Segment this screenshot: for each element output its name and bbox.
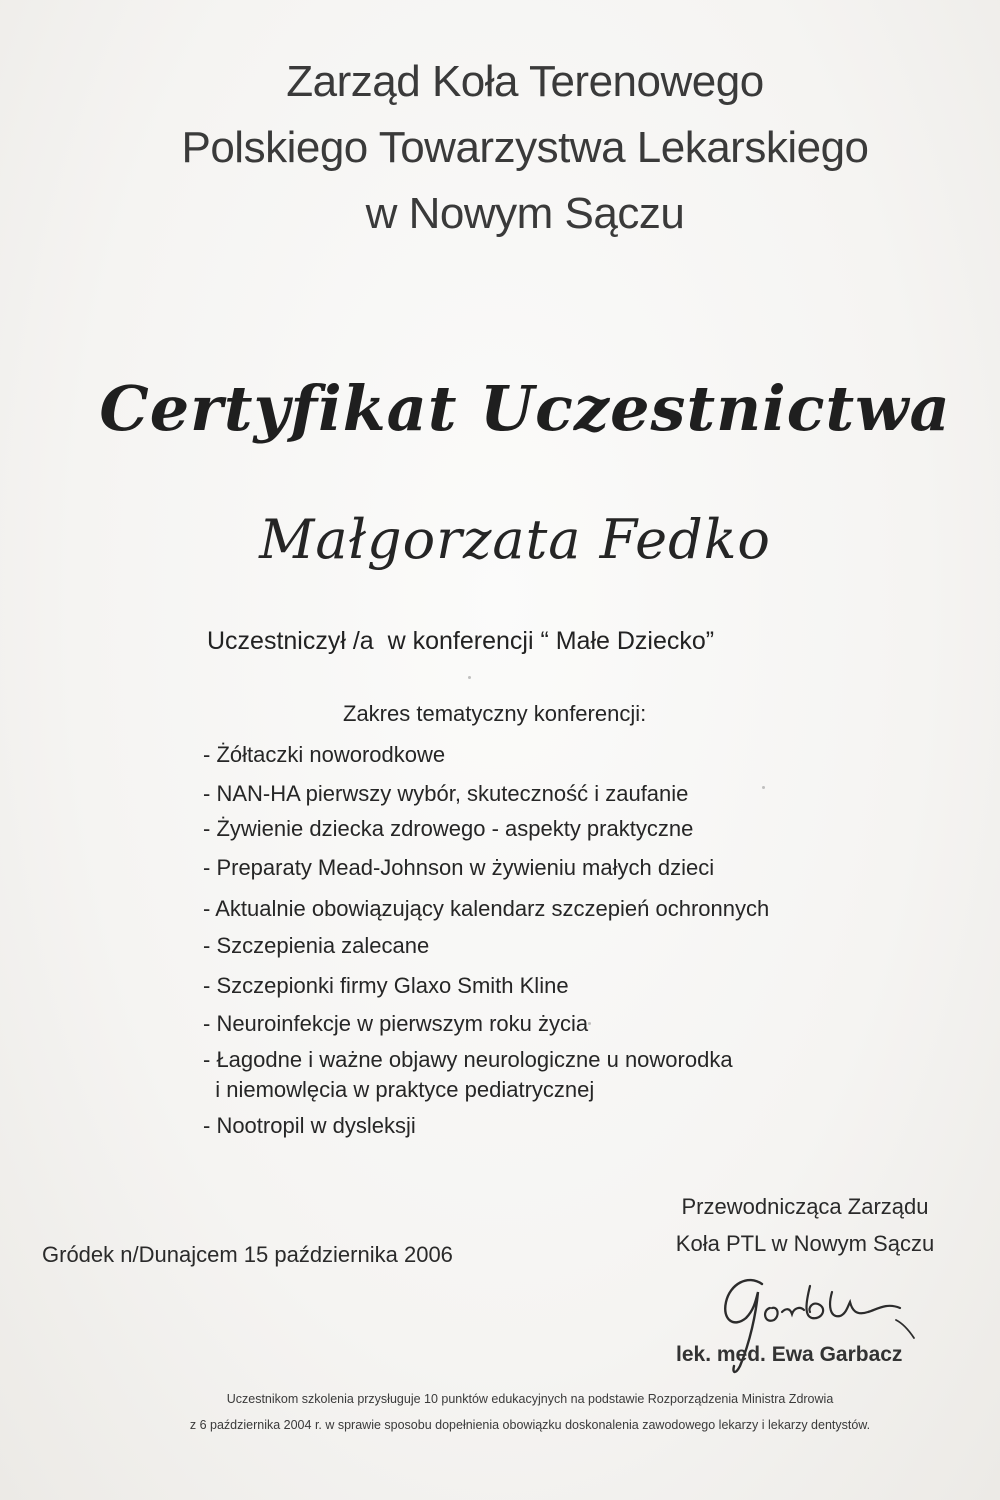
organization-name-line-1: Zarząd Koła Terenowego <box>286 57 764 106</box>
paper-speck <box>588 1022 591 1025</box>
organization-name-line-3: w Nowym Sączu <box>365 189 685 238</box>
participation-statement: Uczestniczył /a w konferencji “ Małe Dziecko” <box>207 627 715 655</box>
topic-item: - Żółtaczki noworodkowe <box>203 742 446 767</box>
topic-item-continuation: i niemowlęcia w praktyce pediatrycznej <box>203 1077 595 1102</box>
topics-heading: Zakres tematyczny konferencji: <box>343 701 647 726</box>
topic-item: - Żywienie dziecka zdrowego - aspekty praktyczne <box>203 816 694 841</box>
chair-title-line-2: Koła PTL w Nowym Sączu <box>675 1231 935 1256</box>
signer-name: lek. med. Ewa Garbacz <box>676 1343 903 1366</box>
organization-name-line-2: Polskiego Towarzystwa Lekarskiego <box>181 123 869 172</box>
topic-item: - NAN-HA pierwszy wybór, skuteczność i zaufanie <box>203 781 689 806</box>
place-and-date: Gródek n/Dunajcem 15 października 2006 <box>42 1242 453 1267</box>
footnote-line-1: Uczestnikom szkolenia przysługuje 10 punktów edukacyjnych na podstawie Rozporządzenia Ministra Zdrowia <box>226 1392 834 1406</box>
paper-speck <box>468 676 471 679</box>
topic-item: - Szczepionki firmy Glaxo Smith Kline <box>203 973 569 998</box>
footnote-line-2: z 6 października 2004 r. w sprawie sposobu dopełnienia obowiązku doskonalenia zawodowego lekarzy i lekarzy dentystów. <box>189 1418 871 1432</box>
certificate-title: Certyfikat Uczestnictwa <box>99 372 951 445</box>
paper-speck <box>762 786 765 789</box>
topic-item: - Szczepienia zalecane <box>203 933 430 958</box>
topic-item: - Nootropil w dysleksji <box>203 1113 416 1138</box>
topic-item: - Neuroinfekcje w pierwszym roku życia <box>203 1011 589 1036</box>
topic-item: - Łagodne i ważne objawy neurologiczne u noworodka <box>203 1047 733 1072</box>
topic-item: - Aktualnie obowiązujący kalendarz szczepień ochronnych <box>203 896 770 921</box>
recipient-name: Małgorzata Fedko <box>259 508 771 571</box>
chair-title-line-1: Przewodnicząca Zarządu <box>681 1194 929 1219</box>
topic-item: - Preparaty Mead-Johnson w żywieniu małych dzieci <box>203 855 715 880</box>
